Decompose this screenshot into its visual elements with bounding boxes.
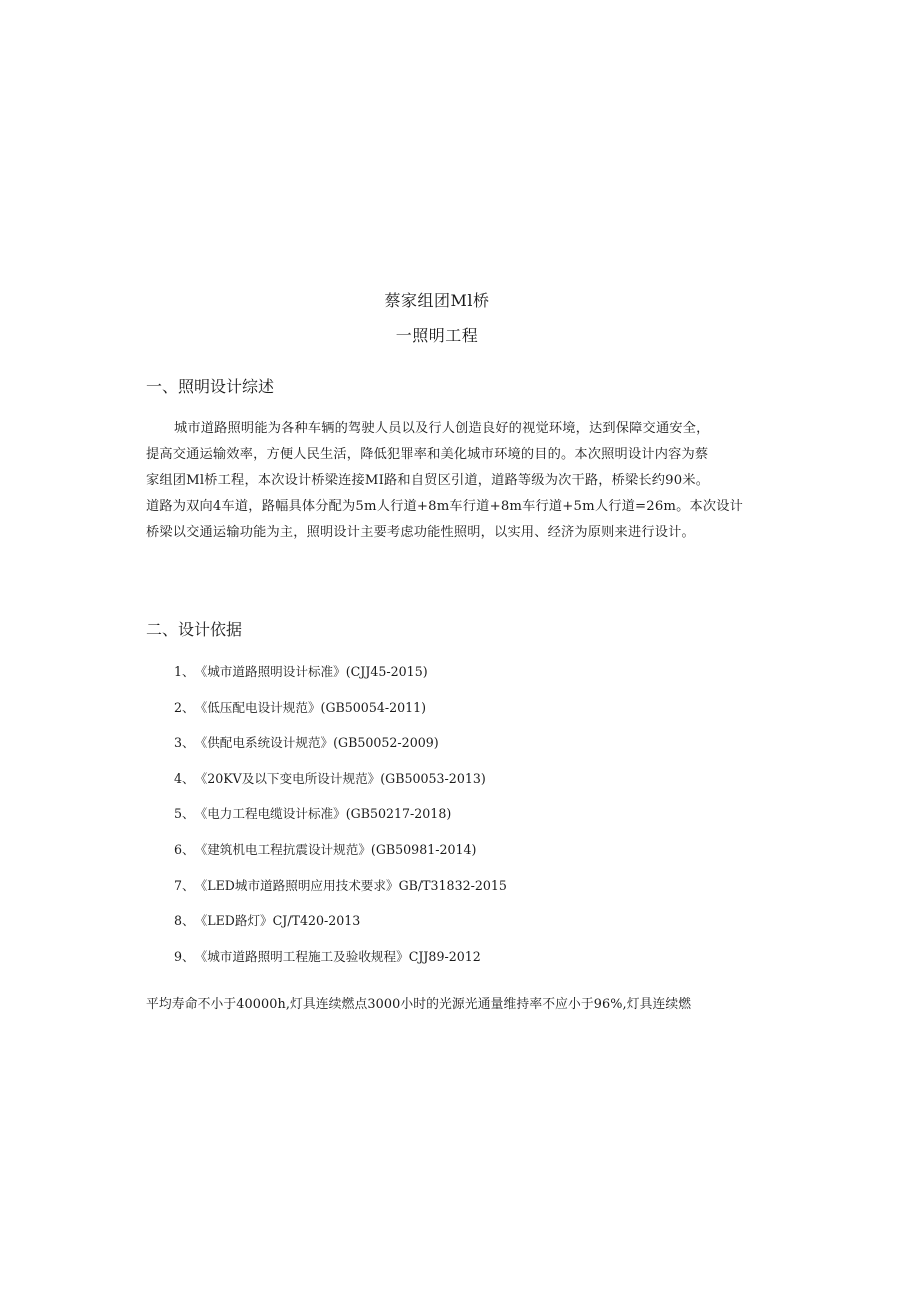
list-item-text: 《电力工程电缆设计标准》(GB50217-2018) <box>194 806 452 822</box>
overview-paragraph <box>146 416 746 546</box>
list-item-text: 《建筑机电工程抗震设计规范》(GB50981-2014) <box>194 841 477 857</box>
trailing-paragraph: 平均寿命不小于40000h,灯具连续燃点3000小时的光源光通量维持率不应小于96%,灯具连续燃 <box>146 997 692 1012</box>
list-item-text: 《城市道路照明工程施工及验收规程》CJJ89-2012 <box>194 948 481 964</box>
list-item <box>174 801 507 837</box>
paragraph-line: 道路为双向4车道，路幅具体分配为5m人行道+8m车行道+8m车行道+5m人行道=26m。本次设计 <box>146 499 744 514</box>
list-item-number: 1、 <box>174 664 195 679</box>
paragraph-line: 城市道路照明能为各种车辆的驾驶人员以及行人创造良好的视觉环境，达到保障交通安全， <box>174 421 710 436</box>
document-title: 蔡家组团Ml桥 <box>384 291 490 310</box>
list-item <box>174 908 507 944</box>
section-heading-overview: 一、照明设计综述 <box>146 377 275 396</box>
reference-list <box>174 659 507 979</box>
list-item-text: 《LED城市道路照明应用技术要求》GB/T31832-2015 <box>194 877 507 893</box>
list-item-number: 5、 <box>174 806 195 822</box>
list-item-text: 《20KV及以下变电所设计规范》(GB50053-2013) <box>194 770 486 786</box>
paragraph-line: 提高交通运输效率，方便人民生活，降低犯罪率和美化城市环境的目的。本次照明设计内容为蔡 <box>146 447 709 462</box>
list-item-number: 7、 <box>174 877 195 893</box>
list-item <box>174 695 507 731</box>
list-item-text: 《城市道路照明设计标准》(CJJ45-2015) <box>194 664 428 679</box>
section-heading-basis: 二、设计依据 <box>146 620 243 639</box>
list-item <box>174 837 507 873</box>
paragraph-line: 家组团Ml桥工程，本次设计桥梁连接MI路和自贸区引道，道路等级为次干路，桥梁长约90米。 <box>146 473 710 488</box>
list-item <box>174 944 507 980</box>
list-item-number: 6、 <box>174 841 195 857</box>
list-item-text: 《低压配电设计规范》(GB50054-2011) <box>194 699 427 715</box>
list-item-number: 9、 <box>174 948 195 964</box>
list-item <box>174 659 507 695</box>
list-item-number: 4、 <box>174 770 195 786</box>
list-item <box>174 873 507 909</box>
list-item-text: 《供配电系统设计规范》(GB50052-2009) <box>194 735 439 751</box>
paragraph-line: 桥梁以交通运输功能为主，照明设计主要考虑功能性照明，以实用、经济为原则来进行设计。 <box>146 525 695 540</box>
document-subtitle: 一照明工程 <box>395 326 479 345</box>
list-item <box>174 766 507 802</box>
list-item-number: 3、 <box>174 735 195 751</box>
list-item-number: 2、 <box>174 699 195 715</box>
list-item <box>174 730 507 766</box>
list-item-number: 8、 <box>174 913 195 929</box>
list-item-text: 《LED路灯》CJ/T420-2013 <box>194 913 361 929</box>
